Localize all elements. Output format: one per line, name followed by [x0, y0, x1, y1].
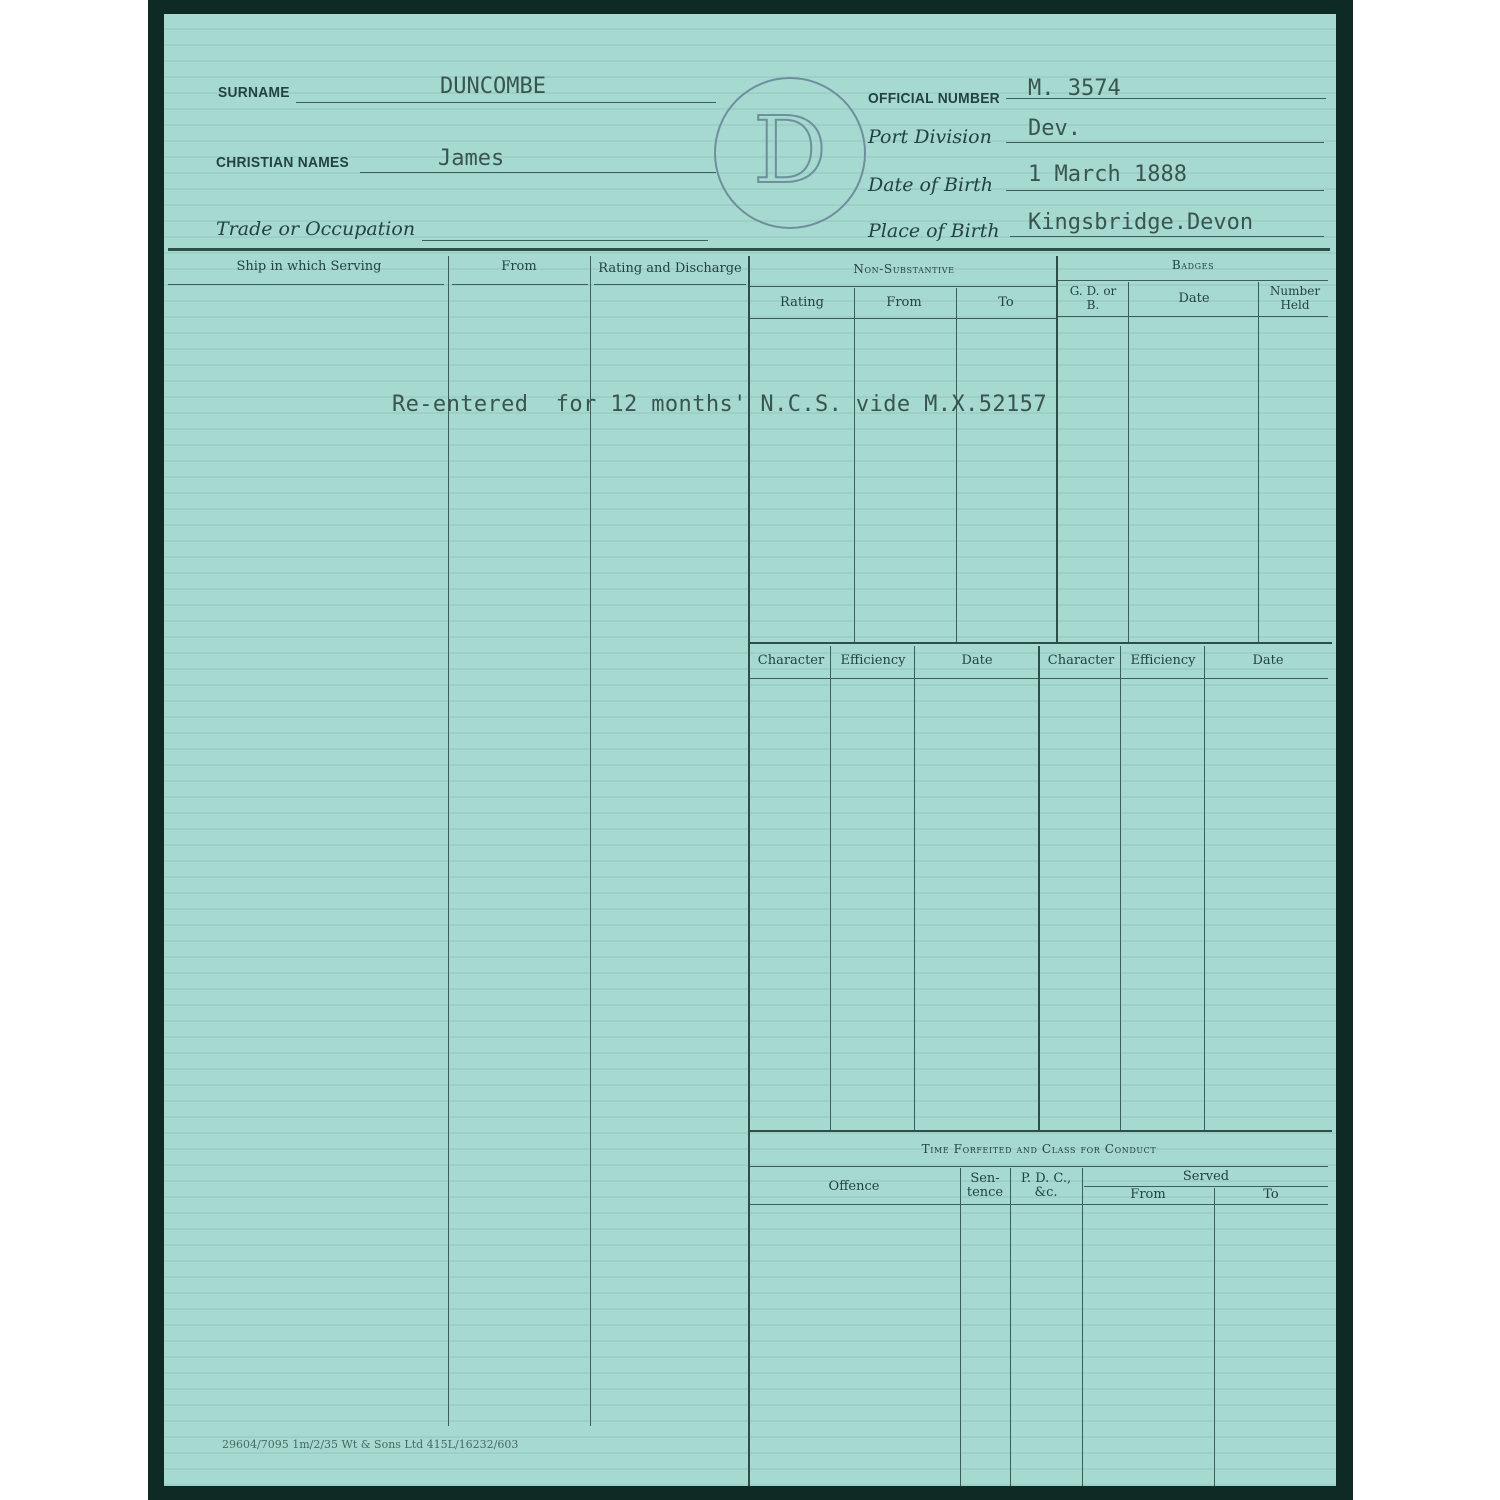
badges-date-header: Date [1178, 291, 1210, 306]
col-from-divider [590, 256, 591, 1426]
surname-label: SURNAME [218, 84, 290, 101]
char-divider-1 [830, 646, 831, 1130]
ns-to-header: To [998, 295, 1014, 310]
badges-divider-2 [1258, 282, 1259, 642]
conduct-divider-1 [960, 1168, 961, 1486]
surname-value: DUNCOMBE [440, 74, 546, 99]
badges-left-border [1056, 256, 1058, 642]
col-rating-discharge-header: Rating and Discharge [598, 261, 742, 276]
badges-header: Badges [1171, 258, 1215, 272]
trade-underline [422, 240, 708, 241]
service-record-card [164, 14, 1336, 1486]
trade-label: Trade or Occupation [216, 218, 416, 240]
conduct-title-underline [750, 1166, 1328, 1167]
col-ship-divider [448, 256, 449, 1426]
ns-subheader-underline [750, 318, 1056, 319]
char-divider-3 [1038, 646, 1040, 1130]
col-from-underline [452, 284, 588, 285]
christian-names-label: CHRISTIAN NAMES [216, 154, 349, 171]
col-from-header: From [501, 259, 537, 274]
table-top-border [168, 248, 1330, 251]
port-division-label: Port Division [868, 126, 992, 148]
dob-label: Date of Birth [868, 174, 993, 196]
pob-label: Place of Birth [868, 220, 1000, 242]
non-substantive-underline [750, 286, 1056, 287]
port-division-underline [1006, 142, 1324, 143]
conduct-table-top [748, 1130, 1332, 1132]
conduct-header-underline [750, 1204, 1328, 1205]
port-division-value: Dev. [1028, 116, 1081, 141]
date-2-header: Date [1252, 653, 1284, 668]
stamp-letter: D [753, 97, 827, 204]
pob-value: Kingsbridge.Devon [1028, 210, 1254, 235]
conduct-title: Time Forfeited and Class for Conduct [921, 1142, 1157, 1156]
official-number-label: OFFICIAL NUMBER [868, 90, 1000, 107]
ns-from-header: From [886, 295, 922, 310]
badges-gd-header: G. D. or B. [1069, 284, 1117, 312]
efficiency-2-header: Efficiency [1130, 653, 1196, 668]
division-stamp [714, 77, 866, 229]
conduct-divider-3 [1082, 1168, 1083, 1486]
dob-value: 1 March 1888 [1028, 162, 1187, 187]
offence-header: Offence [828, 1179, 880, 1194]
ns-rating-header: Rating [780, 295, 824, 310]
sentence-header: Sen- tence [966, 1171, 1004, 1200]
dob-underline [1006, 190, 1324, 191]
ns-divider-2 [956, 288, 957, 642]
col-ship-header: Ship in which Serving [236, 259, 382, 274]
pd-header: P. D. C., &c. [1020, 1171, 1072, 1200]
surname-underline [296, 102, 716, 103]
character-2-header: Character [1047, 653, 1115, 668]
christian-names-underline [360, 172, 716, 173]
char-divider-4 [1120, 646, 1121, 1130]
official-number-value: M. 3574 [1028, 76, 1121, 101]
main-vertical-divider [748, 256, 750, 1486]
efficiency-1-header: Efficiency [840, 653, 906, 668]
date-1-header: Date [961, 653, 993, 668]
char-divider-5 [1204, 646, 1205, 1130]
badges-divider-1 [1128, 282, 1129, 642]
pob-underline [1010, 236, 1324, 237]
char-divider-2 [914, 646, 915, 1130]
re-entry-note: Re-entered for 12 months' N.C.S. vide M.X.52157 [392, 392, 1047, 417]
badges-number-header: Number Held [1269, 284, 1321, 312]
badges-subheader-underline [1058, 316, 1328, 317]
character-1-header: Character [757, 653, 825, 668]
non-substantive-header: Non-Substantive [853, 262, 955, 276]
printer-imprint: 29604/7095 1m/2/35 Wt & Sons Ltd 415L/16232/603 [222, 1438, 519, 1451]
col-ship-underline [168, 284, 444, 285]
served-to-header: To [1263, 1187, 1279, 1202]
character-table-top [748, 642, 1332, 644]
conduct-divider-2 [1010, 1168, 1011, 1486]
badges-underline [1058, 280, 1328, 281]
conduct-divider-4 [1214, 1188, 1215, 1486]
ns-divider-1 [854, 288, 855, 642]
served-from-header: From [1130, 1187, 1166, 1202]
served-underline [1084, 1186, 1328, 1187]
served-header: Served [1182, 1169, 1230, 1184]
christian-names-value: James [438, 146, 505, 171]
col-rating-underline [594, 284, 746, 285]
